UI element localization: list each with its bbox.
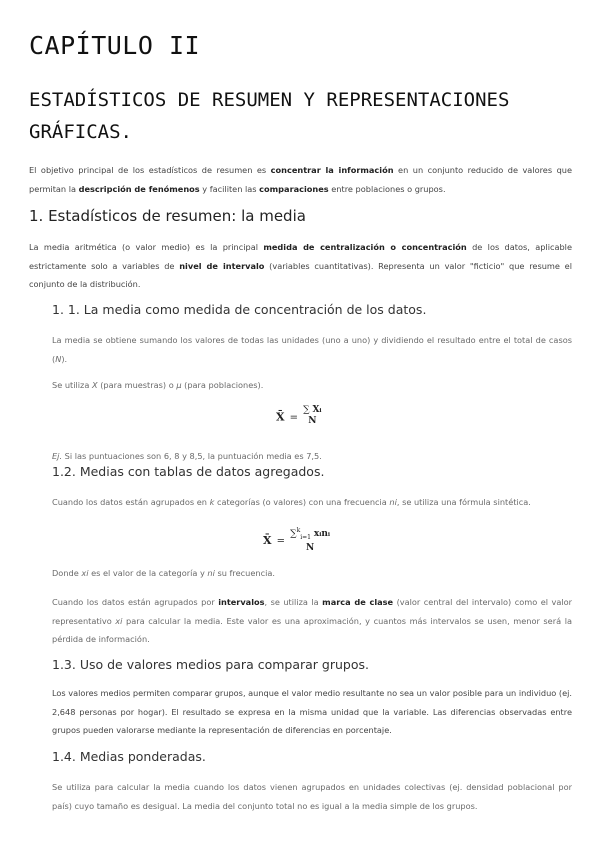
section-1-3-paragraph: Los valores medios permiten comparar grupos, aunque el valor medio resultante no sea un valor posible para un individuo (ej. 2,648 personas por hogar). El resultado se expresa en la misma unidad que la variable. Las diferencias observadas entre grupos pueden valorarse mediante la representación de diferencias en porcentaje.	[52, 688, 572, 735]
formula-numerator: Xᵢ	[312, 405, 322, 415]
notation-paragraph: Se utiliza X (para muestras) o μ (para poblaciones).	[52, 380, 264, 390]
definition-paragraph: Donde xi es el valor de la categoría y ni su frecuencia.	[52, 568, 275, 578]
example-paragraph: Ej. Si las puntuaciones son 6, 8 y 8,5, la puntuación media es 7,5.	[52, 451, 322, 461]
intervals-paragraph: Cuando los datos están agrupados por intervalos, se utiliza la marca de clase (valor central del intervalo) como el valor representativo xi para calcular la media. Este valor es una aproximación, y cuantos más intervalos se usen, menor será la pérdida de información.	[52, 597, 572, 644]
sum-symbol: ∑	[290, 529, 297, 539]
section-1-1-heading: 1. 1. La media como medida de concentración de los datos.	[52, 302, 427, 317]
page-title: ESTADÍSTICOS DE RESUMEN Y REPRESENTACIONES GRÁFICAS.	[29, 89, 510, 143]
section-1-2-heading: 1.2. Medias con tablas de datos agregados.	[52, 464, 325, 479]
intro-paragraph: El objetivo principal de los estadísticos de resumen es concentrar la información en un conjunto reducido de valores que permitan la descripción de fenómenos y faciliten las comparaciones entre poblaciones o grupos.	[29, 165, 572, 194]
grouped-formula-denominator: N	[305, 542, 315, 553]
formula-lhs: X̄	[276, 410, 285, 424]
mean-formula	[276, 405, 322, 427]
grouped-mean-formula	[263, 525, 330, 554]
grouped-formula-equals: =	[276, 535, 286, 547]
formula-denominator: N	[308, 416, 317, 426]
formula-equals: =	[289, 412, 299, 424]
section-1-3-heading: 1.3. Uso de valores medios para comparar grupos.	[52, 657, 369, 672]
chapter-title: CAPÍTULO II	[29, 31, 201, 60]
formula-fraction	[303, 405, 321, 427]
grouped-formula-numerator: xᵢnᵢ	[313, 529, 331, 539]
section-1-2-paragraph: Cuando los datos están agrupados en k categorías (o valores) con una frecuencia ni, se utiliza una fórmula sintética.	[52, 497, 531, 507]
sum-lower-limit: i=1	[300, 533, 311, 541]
section-1-heading: 1. Estadísticos de resumen: la media	[29, 207, 306, 225]
section-1-4-paragraph: Se utiliza para calcular la media cuando los datos vienen agrupados en unidades colectivas (ej. densidad poblacional por país) cuyo tamaño es desigual. La media del conjunto total no es igual a la media simple de los grupos.	[52, 782, 572, 811]
sum-upper-limit: k	[296, 527, 301, 534]
sigma-symbol: ∑	[303, 405, 310, 415]
section-1-4-heading: 1.4. Medias ponderadas.	[52, 749, 206, 764]
section-1-1-paragraph: La media se obtiene sumando los valores de todas las unidades (uno a uno) y dividiendo el resultado entre el total de casos (N).	[52, 335, 572, 364]
grouped-formula-fraction	[290, 525, 330, 554]
section-1-paragraph: La media aritmética (o valor medio) es la principal medida de centralización o concentración de los datos, aplicable estrictamente solo a variables de nivel de intervalo (variables cuantitativas). Representa un valor "ficticio" que resume el conjunto de la distribución.	[29, 242, 572, 289]
grouped-formula-lhs: X̄	[263, 533, 272, 547]
